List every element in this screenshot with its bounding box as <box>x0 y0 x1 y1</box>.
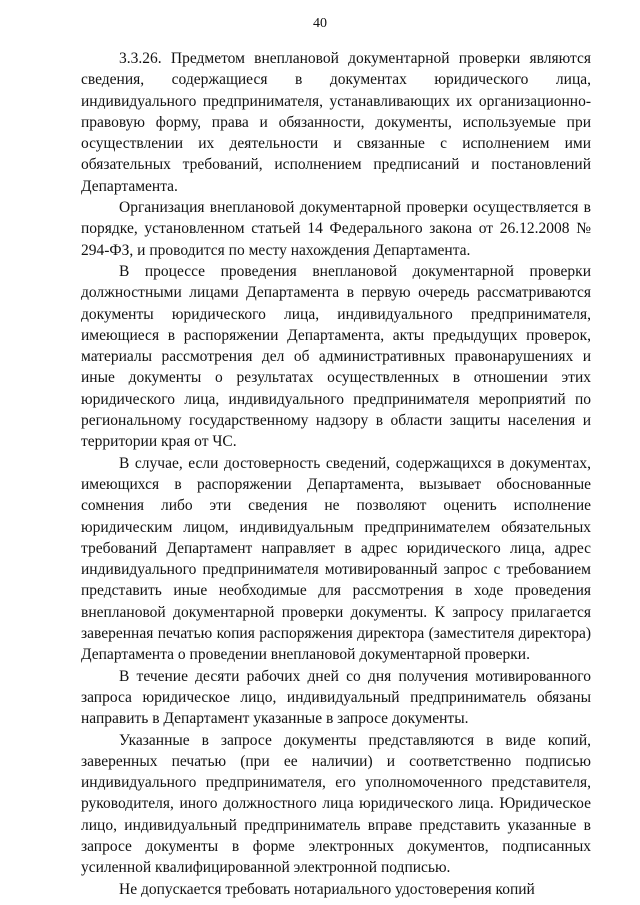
paragraph-review-process: В процессе проведения внеплановой документарной проверки должностными лицами Департамента в первую очередь рассматриваются документы юридического лица, индивидуального предпринимателя, имеющиеся в распоряжении Департамента, акты предыдущих проверок, материалы рассмотрения дел об административных правонарушениях и иные документы о результатах осуществленных в отношении этих юридического лица, индивидуального предпринимателя мероприятий по региональному государственному надзору в области защиты населения и территории края от ЧС. <box>81 262 591 451</box>
document-body <box>81 48 591 900</box>
paragraph-organization: Организация внеплановой документарной проверки осуществляется в порядке, установленном статьей 14 Федерального закона от 26.12.2008 № 294-ФЗ, и проводится по месту нахождения Департамента. <box>81 199 591 259</box>
paragraph-3-3-26: 3.3.26. Предметом внеплановой документарной проверки являются сведения, содержащиеся в документах юридического лица, индивидуального предпринимателя, устанавливающих их организационно-правовую форму, права и обязанности, документы, используемые при осуществлении их деятельности и связанные с исполнением ими обязательных требований, исполнением предписаний и постановлений Департамента. <box>81 50 591 195</box>
paragraph-copies: Указанные в запросе документы представляются в виде копий, заверенных печатью (при ее наличии) и соответственно подписью индивидуального предпринимателя, его уполномоченного представителя, руководителя, иного должностного лица юридического лица. Юридическое лицо, индивидуальный предприниматель вправе представить указанные в запросе документы в форме электронных документов, подписанных усиленной квалифицированной электронной подписью. <box>81 731 591 877</box>
paragraph-reliability-request: В случае, если достоверность сведений, содержащихся в документах, имеющихся в распоряжении Департамента, вызывает обоснованные сомнения либо эти сведения не позволяют оценить исполнение юридическим лицом, индивидуальным предпринимателем обязательных требований Департамент направляет в адрес юридического лица, адрес индивидуального предпринимателя мотивированный запрос с требованием представить иные необходимые для рассмотрения в ходе проведения внеплановой документарной проверки документы. К запросу прилагается заверенная печатью копия распоряжения директора (заместителя директора) Департамента о проведении внеплановой документарной проверки. <box>81 454 591 664</box>
paragraph-ten-days: В течение десяти рабочих дней со дня получения мотивированного запроса юридическое лицо, индивидуальный предприниматель обязаны направить в Департамент указанные в запросе документы. <box>81 667 591 728</box>
page-number: 40 <box>313 16 327 31</box>
paragraph-notarization: Не допускается требовать нотариального удостоверения копий <box>119 880 535 898</box>
